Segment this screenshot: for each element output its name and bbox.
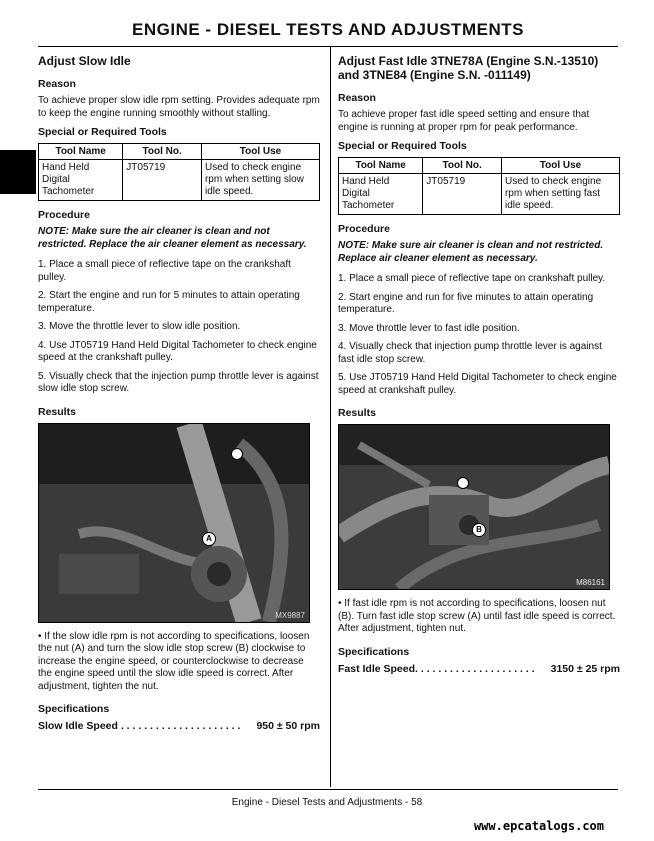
- callout-a: A: [202, 532, 216, 546]
- callout-marker: [231, 448, 243, 460]
- table-row: [339, 174, 620, 215]
- spec-line: [38, 720, 320, 732]
- right-column: [338, 54, 620, 683]
- tool-name-cell: Hand Held Digital Tachometer: [39, 160, 123, 201]
- procedure-step: 4. Use JT05719 Hand Held Digital Tachometer to check engine speed at the crankshaft pulley.: [38, 339, 317, 363]
- slow-idle-photo: [38, 423, 310, 623]
- engine-photo-illustration: [39, 424, 309, 622]
- tool-use-cell: Used to check engine rpm when setting fast idle speed.: [501, 174, 619, 215]
- spec-label: Slow Idle Speed . . . . . . . . . . . . . . . . . . . . .: [38, 720, 241, 732]
- procedure-step: 4. Visually check that injection pump throttle lever is against fast idle stop screw.: [338, 341, 602, 365]
- tools-table: [338, 157, 620, 215]
- spec-label: Fast Idle Speed. . . . . . . . . . . . . . . . . . . . .: [338, 662, 535, 675]
- section-tab-marker: [0, 150, 36, 194]
- reason-text: To achieve proper slow idle rpm setting. Provides adequate rpm to keep the engine running smoothly without stalling.: [38, 95, 320, 119]
- left-column: [38, 54, 320, 740]
- section-title: Adjust Slow Idle: [38, 54, 131, 68]
- procedure-heading: Procedure: [338, 223, 390, 235]
- table-row: [39, 160, 320, 201]
- note-text: NOTE: Make sure the air cleaner is clean and not restricted. Replace the air cleaner element as necessary.: [38, 226, 307, 250]
- result-text: • If fast idle rpm is not according to specifications, loosen nut (B). Turn fast idle stop screw (A) until fast idle speed is correct. After adjustment, tighten nut.: [338, 598, 616, 634]
- tool-name-header: Tool Name: [339, 158, 423, 174]
- note-text: NOTE: Make sure air cleaner is clean and not restricted. Replace air cleaner element as necessary.: [338, 240, 604, 264]
- spec-value: 950 ± 50 rpm: [256, 720, 320, 732]
- procedure-step: 2. Start the engine and run for 5 minutes to attain operating temperature.: [38, 290, 300, 314]
- procedure-step: 1. Place a small piece of reflective tape on the crankshaft pulley.: [38, 259, 291, 283]
- result-text: • If the slow idle rpm is not according to specifications, loosen the nut (A) and turn the slow idle stop screw (B) clockwise to increase the engine speed, or counterclockwise to decrease the engine speed until the slow idle speed is correct. After adjustment, tighten the nut.: [38, 630, 310, 692]
- tool-name-cell: Hand Held Digital Tachometer: [339, 174, 423, 215]
- tool-name-header: Tool Name: [39, 144, 123, 160]
- footer-rule: [38, 789, 618, 790]
- procedure-step: 2. Start engine and run for five minutes to attain operating temperature.: [338, 291, 594, 315]
- tool-use-cell: Used to check engine rpm when setting slow idle speed.: [201, 160, 319, 201]
- procedure-step: 1. Place a small piece of reflective tape on crankshaft pulley.: [338, 273, 606, 284]
- results-heading: Results: [338, 407, 376, 419]
- header-rule: [38, 46, 618, 47]
- fast-idle-photo: [338, 424, 610, 590]
- callout-b: B: [472, 523, 486, 537]
- engine-photo-illustration: [339, 425, 609, 589]
- photo-caption: MX9887: [275, 610, 305, 620]
- results-heading: Results: [38, 405, 76, 418]
- tool-no-header: Tool No.: [123, 144, 202, 160]
- spec-heading: Specifications: [338, 645, 410, 658]
- tool-no-cell: JT05719: [423, 174, 502, 215]
- page-title: ENGINE - DIESEL TESTS AND ADJUSTMENTS: [132, 20, 524, 39]
- website-link[interactable]: www.epcatalogs.com: [473, 819, 604, 833]
- tool-use-header: Tool Use: [501, 158, 619, 174]
- tool-no-cell: JT05719: [123, 160, 202, 201]
- reason-heading: Reason: [38, 78, 76, 90]
- procedure-step: 3. Move throttle lever to fast idle position.: [338, 322, 520, 334]
- procedure-step: 5. Visually check that the injection pump throttle lever is against slow idle stop screw.: [38, 370, 319, 394]
- tools-heading: Special or Required Tools: [38, 126, 167, 138]
- spec-heading: Specifications: [38, 703, 110, 715]
- callout-marker: [457, 477, 469, 489]
- procedure-step: 3. Move the throttle lever to slow idle position.: [38, 321, 241, 332]
- reason-text: To achieve proper fast idle speed setting and ensure that engine is running at proper rpm for peak performance.: [338, 109, 590, 133]
- reason-heading: Reason: [338, 92, 376, 104]
- spec-line: [338, 663, 620, 675]
- procedure-heading: Procedure: [38, 209, 90, 221]
- tools-table: [38, 143, 320, 201]
- section-title: Adjust Fast Idle 3TNE78A (Engine S.N.-13510) and 3TNE84 (Engine S.N. -011149): [338, 54, 599, 82]
- procedure-step: 5. Use JT05719 Hand Held Digital Tachometer to check engine speed at crankshaft pulley.: [338, 372, 617, 396]
- spec-value: 3150 ± 25 rpm: [550, 662, 620, 675]
- tool-use-header: Tool Use: [201, 144, 319, 160]
- tools-heading: Special or Required Tools: [338, 140, 467, 152]
- tool-no-header: Tool No.: [423, 158, 502, 174]
- photo-caption: M86161: [576, 578, 605, 587]
- page-footer: Engine - Diesel Tests and Adjustments - 58: [231, 797, 423, 808]
- column-divider: [330, 47, 331, 787]
